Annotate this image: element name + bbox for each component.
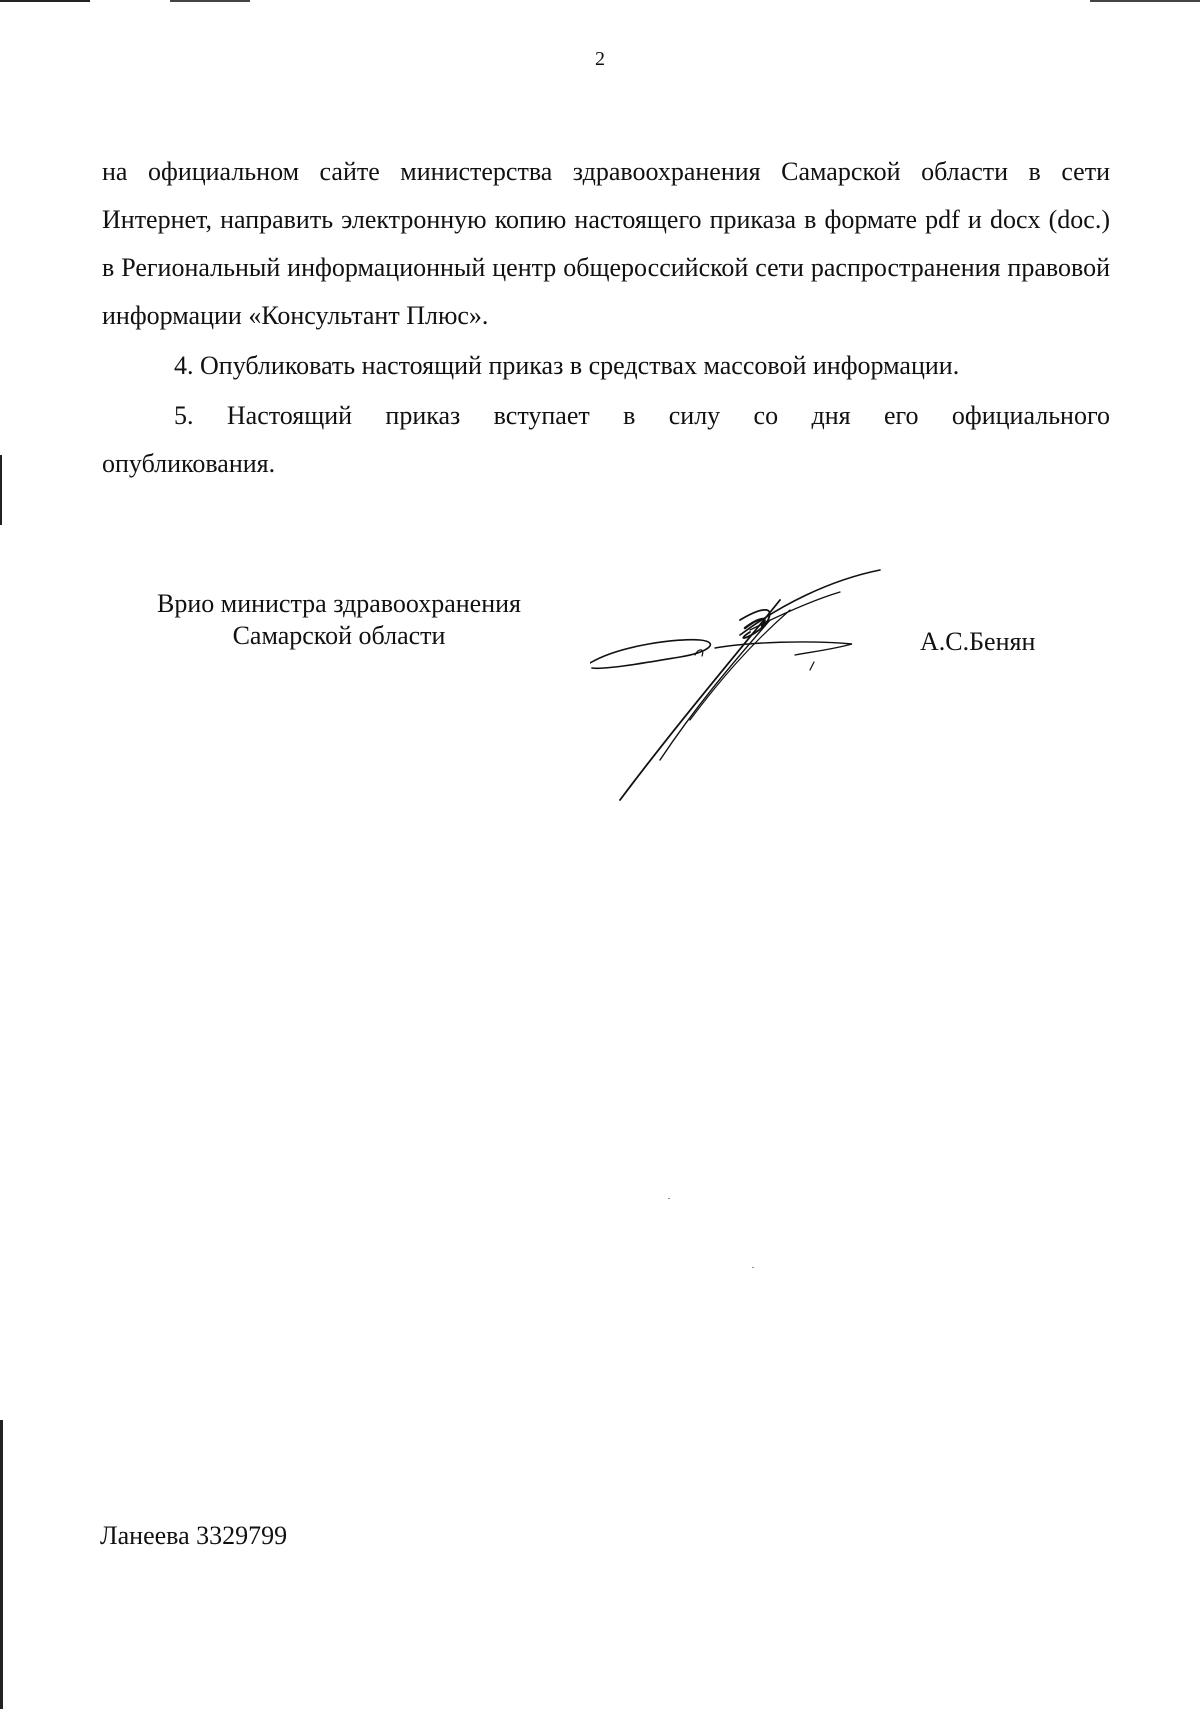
- signer-title-line-1: Врио министра здравоохранения: [156, 589, 521, 618]
- signer-title-line-2: Самарской области: [232, 621, 446, 650]
- scan-artifact-top: [0, 0, 1200, 2]
- scan-artifact-left-edge: [0, 1420, 3, 1709]
- scan-speck: [668, 1198, 670, 1199]
- paragraph-item-5: [102, 392, 1110, 488]
- paragraph-item-4: 4. Опубликовать настоящий приказ в средствах массовой информации.: [174, 351, 960, 380]
- paragraph-item-5-line-2: опубликования.: [102, 449, 276, 478]
- signer-name: А.С.Бенян: [920, 627, 1036, 656]
- signer-title: [134, 588, 544, 652]
- paragraph-intro: на официальном сайте министерства здравоохранения Самарской области в сети Интернет, направить электронную копию настоящего приказа в формате pdf и docx (doc.) в Региональный информационный центр общероссийской сети распространения правовой информации «Консультант Плюс».: [102, 157, 1110, 330]
- handwritten-signature: [590, 560, 920, 810]
- page-number: 2: [595, 48, 605, 70]
- executor-contact: Ланеева 3329799: [100, 1521, 288, 1550]
- document-body: [102, 148, 1110, 488]
- paragraph-item-5-line-1: 5. Настоящий приказ вступает в силу со дня его официального: [174, 401, 1110, 430]
- scan-speck: [752, 1267, 754, 1268]
- scan-artifact-left-edge: [0, 455, 2, 525]
